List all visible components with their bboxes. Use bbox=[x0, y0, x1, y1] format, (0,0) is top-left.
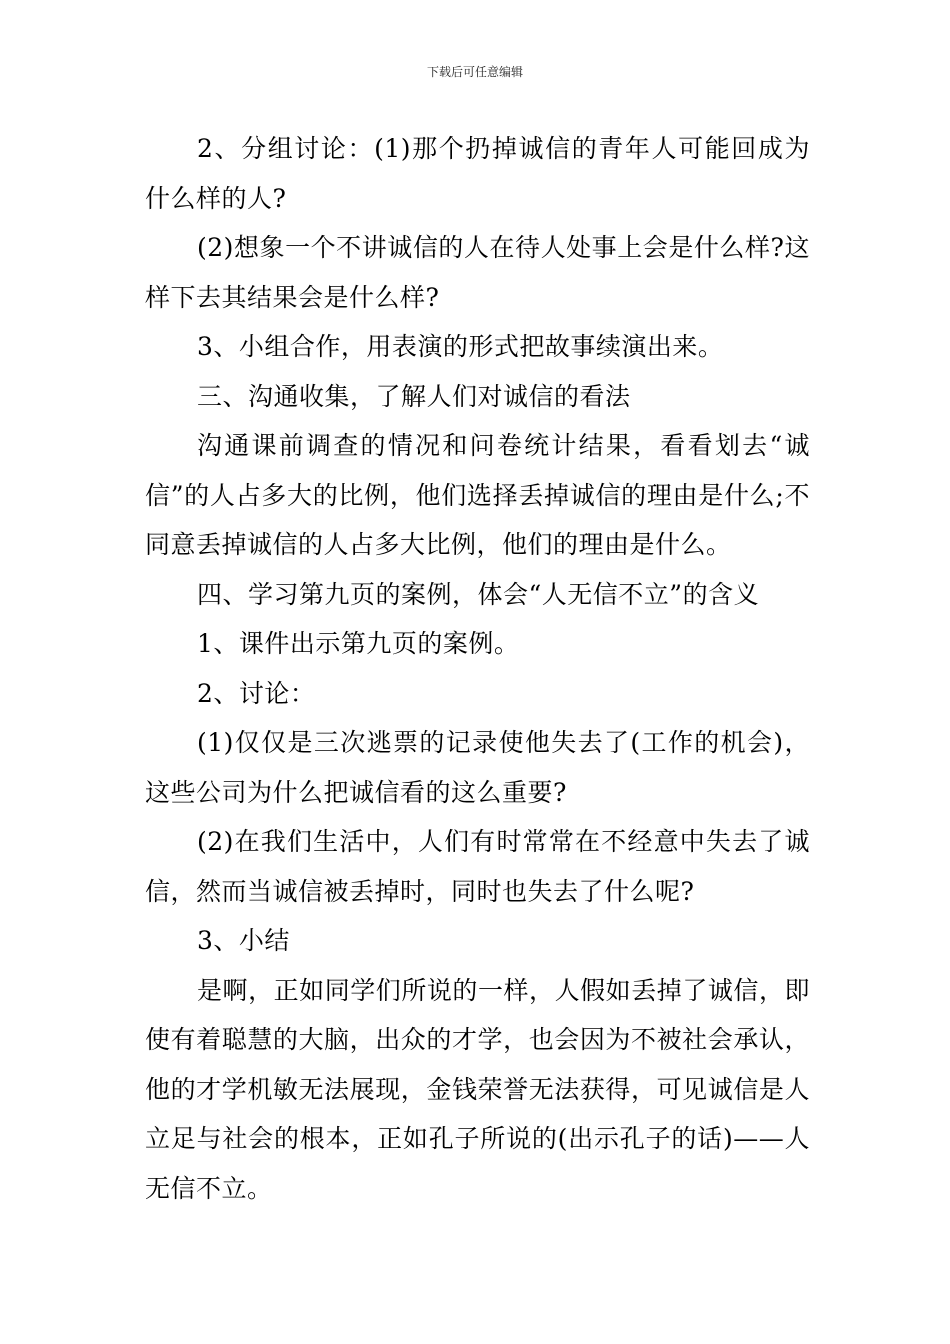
paragraph-survey: 沟通课前调查的情况和问卷统计结果，看看划去“诚信”的人占多大的比例，他们选择丢掉诚信的理由是什么;不同意丢掉诚信的人占多大比例，他们的理由是什么。 bbox=[145, 431, 810, 559]
paragraph-discussion-label: 2、讨论： bbox=[197, 678, 316, 708]
paragraph-group-cooperation: 3、小组合作，用表演的形式把故事续演出来。 bbox=[197, 332, 724, 361]
paragraph-case-show: 1、课件出示第九页的案例。 bbox=[197, 629, 520, 658]
section-heading-3: 三、沟通收集，了解人们对诚信的看法 bbox=[197, 381, 631, 411]
paragraph-summary: 是啊，正如同学们所说的一样，人假如丢掉了诚信，即使有着聪慧的大脑，出众的才学，也会因为不被社会承认，他的才学机敏无法展现，金钱荣誉无法获得，可见诚信是人立足与社会的根本，正如孔子所说的(出示孔子的话)——人无信不立。 bbox=[145, 975, 810, 1203]
paragraph-group-discussion: 2、分组讨论：(1)那个扔掉诚信的青年人可能回成为什么样的人? bbox=[145, 134, 810, 213]
page-header: 下载后可任意编辑 bbox=[426, 65, 523, 79]
paragraph-discussion-1: (1)仅仅是三次逃票的记录使他失去了(工作的机会)，这些公司为什么把诚信看的这么重要? bbox=[145, 728, 810, 807]
paragraph-question-2: (2)想象一个不讲诚信的人在待人处事上会是什么样?这样下去其结果会是什么样? bbox=[145, 233, 810, 312]
document-body bbox=[145, 124, 810, 1213]
section-heading-4: 四、学习第九页的案例，体会“人无信不立”的含义 bbox=[197, 579, 760, 609]
paragraph-discussion-2: (2)在我们生活中，人们有时常常在不经意中失去了诚信，然而当诚信被丢掉时，同时也失去了什么呢? bbox=[145, 827, 810, 906]
paragraph-summary-label: 3、小结 bbox=[197, 926, 290, 955]
